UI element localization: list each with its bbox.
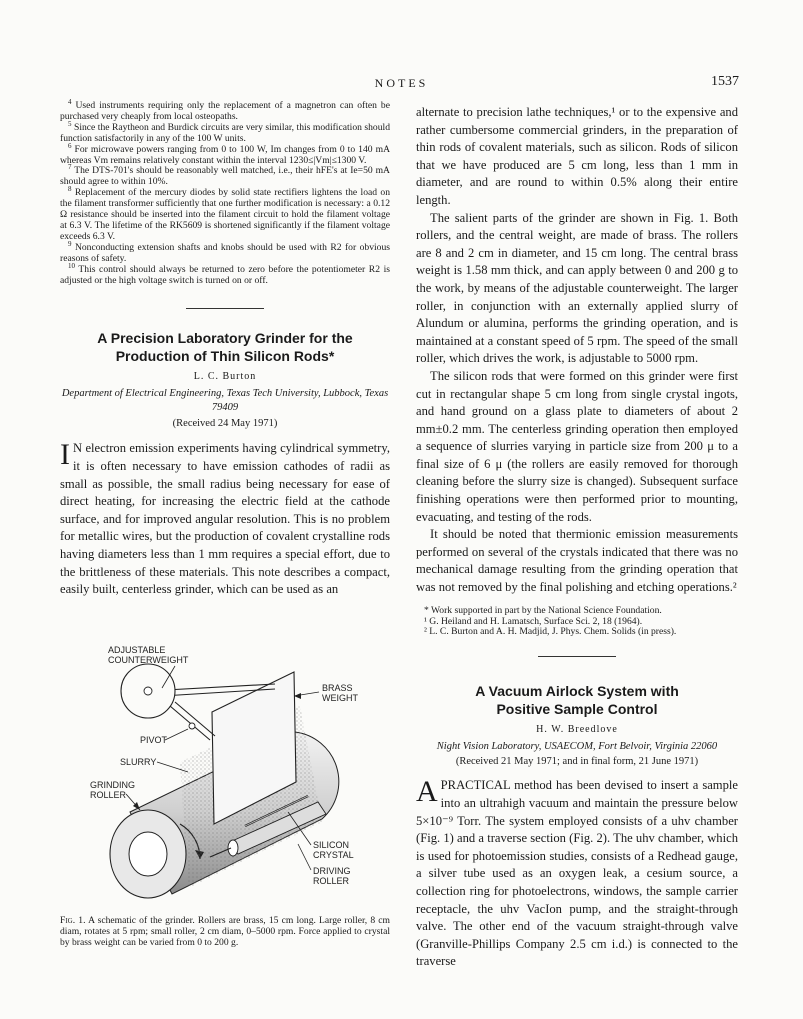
right-column	[416, 104, 738, 971]
label-slurry: SLURRY	[120, 757, 157, 767]
dropcap-i: I	[60, 438, 70, 472]
article1-paragraphs	[416, 210, 738, 597]
footnote-item: $^{10}$ This control should always be returned to zero before the potentiometer R2 is adjusted or the high voltage switch is turned on or off.	[60, 261, 390, 286]
article1-intro: I N electron emission experiments having cylindrical symmetry, it is often necessary to have emission cathodes of radii as small as possible, the small radius being necessary for ease of direct heating, for increasing the electric field at the cathode surface, and for improved angular resolution. This is no problem for metallic wires, but the production of covalent crystalline rods having diameters less than 1 mm requires a special effort, due to the brittleness of these materials. This note describes a compact, easily built, centerless grinder, which can be used as an	[60, 438, 390, 597]
label-driving: DRIVING	[313, 866, 351, 876]
article1-author: L. C. Burton	[193, 371, 257, 383]
left-column	[60, 97, 390, 599]
label-driving-roller: ROLLER	[313, 876, 350, 886]
label-pivot: PIVOT	[140, 735, 168, 745]
article1-footnote: ² L. C. Burton and A. H. Madjid, J. Phys. Chem. Solids (in press).	[424, 626, 677, 638]
label-adjustable: ADJUSTABLE	[108, 645, 166, 655]
running-header: NOTES	[374, 76, 429, 90]
article2-intro: APRACTICAL method has been devised to insert a sample into an ultrahigh vacuum and maintain the pressure below 5×10⁻⁹ Torr. The system employed consists of a uhv chamber (Fig. 1) and a traverse section (Fig. 2). The uhv chamber, which is used for photoemission studies, consists of a Redhead gauge, a silver tube used as an oxygen leak, a cesium source, a collection ring for photoelectrons, windows, the sample carrier receptacle, the uhv VacIon pump, and the straight-through valve. The other end of the vacuum straight-through valve (Granville-Phillips Company 2.5 cm i.d.) is connected to the traverse	[416, 775, 738, 969]
article2-affiliation: Night Vision Laboratory, USAECOM, Fort Belvoir, Virginia 22060	[436, 741, 718, 753]
pivot-point	[189, 723, 195, 729]
article2-author: H. W. Breedlove	[536, 724, 618, 736]
footnote-item: $^5$ Since the Raytheon and Burdick circuits are very similar, this modification should function satisfactorily in any of the 100 W units.	[60, 119, 390, 144]
label-silicon: SILICON	[313, 840, 350, 850]
article1-footnote: ¹ G. Heiland and H. Lamatsch, Surface Sci. 2, 18 (1964).	[424, 615, 643, 627]
label-weight: WEIGHT	[322, 693, 358, 703]
body-paragraph: The silicon rods that were formed on this grinder were first cut in rectangular shape 5 cm long from single crystal ingots, and hand ground on a glass plate to diameters of about 2 mm±0.2 mm. The centerless grinding operation then employed a sequence of slurries varying in particle size from 200 μ to a final size of 6 μ (the rollers are easily removed for thorough cleaning before the slurry size is changed). Subsequent surface finishing operations were then performed prior to mounting, evacuating, and testing of the rods.	[416, 368, 738, 524]
prior-article-footnotes	[60, 97, 390, 286]
dropcap-a: A	[416, 775, 438, 809]
figure-caption	[60, 916, 390, 949]
article1-received: (Received 24 May 1971)	[172, 418, 278, 430]
caption-label: Fig. 1.	[60, 915, 86, 926]
label-counterweight: COUNTERWEIGHT	[108, 655, 189, 665]
footnote-item: $^6$ For microwave powers ranging from 0 to 100 W, Im changes from 0 to 140 mA whereas Vm remains relatively constant within the interval 1230≤|Vm|≤1300 V.	[60, 141, 390, 166]
article1-footnotes	[416, 606, 738, 639]
article1-footnote: * Work supported in part by the National Science Foundation.	[424, 604, 662, 616]
footnote-item: $^4$ Used instruments requiring only the replacement of a magnetron can often be purchased very cheaply from local osteopaths.	[60, 97, 390, 122]
label-roller: ROLLER	[90, 790, 127, 800]
caption-text: A schematic of the grinder. Rollers are brass, 15 cm long. Large roller, 8 cm diam, rotates at 5 rpm; small roller, 2 cm diam, 0–5000 rpm. Force applied to crystal by brass weight can be varied from 0 to 200 g.	[60, 915, 390, 948]
page-number: 1537	[711, 74, 739, 89]
footnote-item: $^7$ The DTS-701's should be reasonably well matched, i.e., their hFE's at Ie=50 mA should agree to within 10%.	[60, 163, 390, 188]
article2-received: (Received 21 May 1971; and in final form, 21 June 1971)	[455, 756, 699, 768]
body-paragraph: The salient parts of the grinder are shown in Fig. 1. Both rollers, and the central weight, are made of brass. The rollers are 8 and 2 cm in diameter, and 15 cm long. The central brass weight is 1.58 mm thick, and can apply between 0 and 200 g to the work, by means of the adjustable counterweight. The larger roller, in conjunction with an externally applied slurry of Alundum or alumina, performs the grinding operation, and is maintained at a constant speed of 5 rpm. The speed of the small roller, which drives the work, is adjustable to 5000 rpm.	[416, 210, 738, 366]
article2-title: A Vacuum Airlock System with Positive Sample Control	[475, 683, 679, 718]
footnote-item: $^8$ Replacement of the mercury diodes by solid state rectifiers lightens the load on the filament transformer sufficiently that one further modification is necessary: a 0.12 Ω resistance should be inserted into the filament circuit to hold the filament voltage at 6.3 V. The lifetime of the RK5609 is shortened significantly if the filament voltage exceeds 6.3 V.	[60, 185, 390, 242]
label-crystal: CRYSTAL	[313, 850, 354, 860]
article1-title: A Precision Laboratory Grinder for the Production of Thin Silicon Rods*	[97, 330, 353, 365]
label-grinding: GRINDING	[90, 780, 135, 790]
article1-continued: alternate to precision lathe techniques,¹ or to the expensive and rather cumbersome commercial grinders, in the preparation of thin rods of covalent materials, such as silicon. Rods of silicon that we have produced are 5 cm long, less than 1 mm in diameter, and are round to within 0.5% along their entire length.	[416, 105, 738, 207]
article1-affiliation: Department of Electrical Engineering, Texas Tech University, Lubbock, Texas 79409	[61, 388, 389, 414]
grinder-schematic-figure	[60, 644, 390, 912]
footnote-item: $^9$ Nonconducting extension shafts and knobs should be used with R2 for obvious reasons of safety.	[60, 239, 390, 264]
label-brass: BRASS	[322, 683, 353, 693]
body-paragraph: It should be noted that thermionic emission measurements performed on several of the crystals indicated that there was no mechanical damage resulting from the grinding operation that was not removed by the final polishing and etching operations.²	[416, 527, 738, 595]
